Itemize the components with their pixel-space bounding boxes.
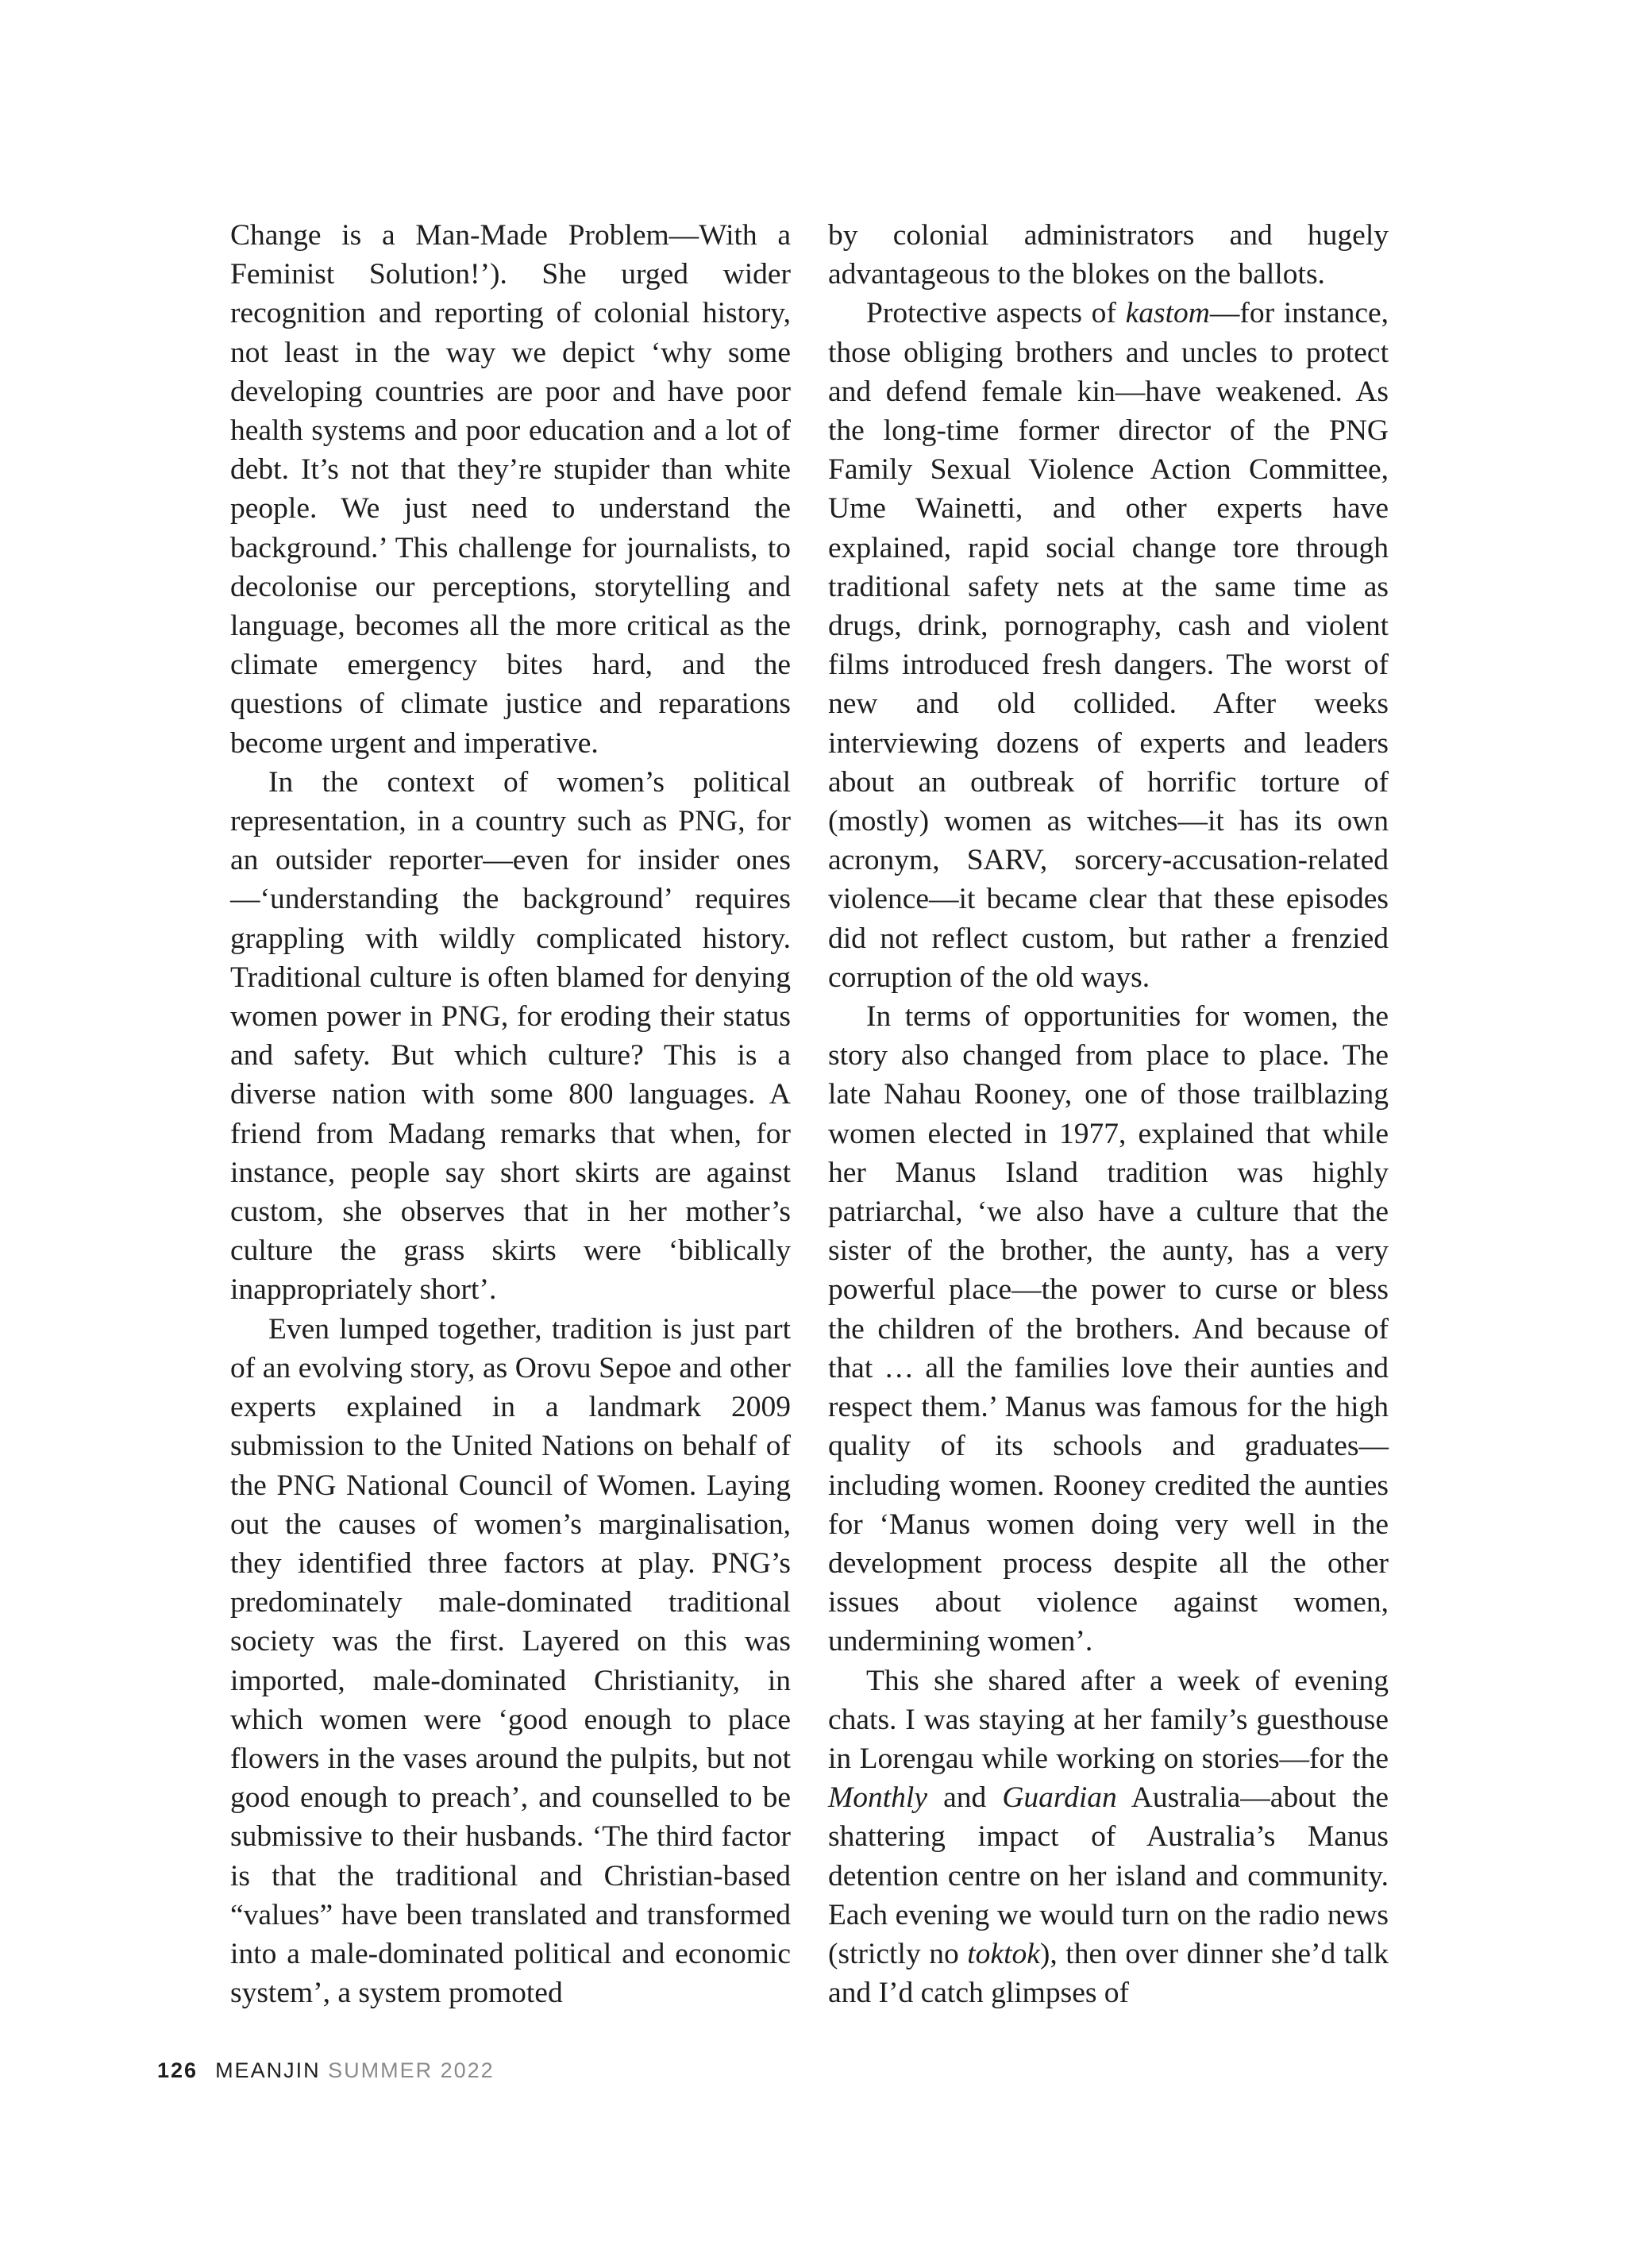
page-number: 126	[157, 2058, 198, 2082]
issue-label: SUMMER 2022	[328, 2058, 495, 2082]
right-paragraph-4	[828, 1662, 1389, 2013]
right-paragraph-2	[828, 294, 1389, 997]
right-p4-a: This she shared after a week of evening chats. I was staying at her family’s guesthouse in Lorengau while working on stories—for the	[828, 1664, 1389, 1775]
page-footer	[157, 2058, 495, 2083]
toktok-italic: toktok	[967, 1937, 1040, 1970]
journal-name: MEANJIN	[215, 2058, 321, 2082]
right-paragraph-3: In terms of opportunities for women, the story also changed from place to place. The late Nahau Rooney, one of those trailblazing women elected in 1977, explained that while her Manus Island tradition was highly patriarchal, ‘we also have a culture that the sister of the brother, the aunty, has a very powerful place—the power to curse or bless the children of the brothers. And because of that … all the families love their aunties and respect them.’ Manus was famous for the high quality of its schools and graduates—including women. Rooney credited the aunties for ‘Manus women doing very well in the development process despite all the other issues about violence against women, undermining women’.	[828, 1000, 1389, 1658]
right-p4-c: Australia—about the shattering impact of Australia’s Manus detention centre on her island and community. Each evening we would turn on the radio news (strictly no	[828, 1781, 1389, 1970]
kastom-italic: kastom	[1125, 297, 1210, 330]
right-p4-d: ), then over dinner she’d talk and I’d catch glimpses of	[828, 1937, 1389, 2010]
left-paragraph-2: In the context of women’s political representation, in a country such as PNG, for an outsider reporter—even for insider ones—‘understanding the background’ requires grappling with wildly complicated history. Traditional culture is often blamed for denying women power in PNG, for eroding their status and safety. But which culture? This is a diverse nation with some 800 languages. A friend from Madang remarks that when, for instance, people say short skirts are against custom, she observes that in her mother’s culture the grass skirts were ‘biblically inappropriately short’.	[230, 765, 791, 1307]
right-paragraph-1: by colonial administrators and hugely advantageous to the blokes on the ballots.	[828, 219, 1389, 291]
right-p2-rest: —for instance, those obliging brothers and uncles to protect and defend female kin—have weakened. As the long-time former director of the PNG Family Sexual Violence Action Committee, Ume Wainetti, and other experts have explained, rapid social change tore through traditional safety nets at the same time as drugs, drink, pornography, cash and violent films introduced fresh dangers. The worst of new and old collided. After weeks interviewing dozens of experts and leaders about an outbreak of horrific torture of (mostly) women as witches—it has its own acronym, SARV, sorcery-accusation-related violence—it became clear that these episodes did not reflect custom, but rather a frenzied corruption of the old ways.	[828, 297, 1389, 994]
right-p4-b: and	[927, 1781, 1003, 1815]
left-column	[230, 216, 791, 2012]
right-column	[828, 216, 1389, 2012]
left-paragraph-1: Change is a Man-Made Problem—With a Feminist Solution!’). She urged wider recognition and reporting of colonial history, not least in the way we depict ‘why some developing countries are poor and have poor health systems and poor education and a lot of debt. It’s not that they’re stupider than white people. We just need to understand the background.’ This challenge for journalists, to decolonise our perceptions, storytelling and language, becomes all the more critical as the climate emergency bites hard, and the questions of climate justice and reparations become urgent and imperative.	[230, 219, 791, 760]
left-paragraph-3: Even lumped together, tradition is just part of an evolving story, as Orovu Sepoe and other experts explained in a landmark 2009 submission to the United Nations on behalf of the PNG National Council of Women. Laying out the causes of women’s marginalisation, they identified three factors at play. PNG’s predominately male-dominated traditional society was the first. Layered on this was imported, male-dominated Christianity, in which women were ‘good enough to place flowers in the vases around the pulpits, but not good enough to preach’, and counselled to be submissive to their husbands. ‘The third factor is that the traditional and Christian-based “values” have been translated and transformed into a male-dominated political and economic system’, a system promoted	[230, 1312, 791, 2010]
monthly-italic: Monthly	[828, 1781, 927, 1815]
right-p2-lead: Protective aspects of	[866, 297, 1126, 330]
guardian-italic: Guardian	[1002, 1781, 1117, 1815]
